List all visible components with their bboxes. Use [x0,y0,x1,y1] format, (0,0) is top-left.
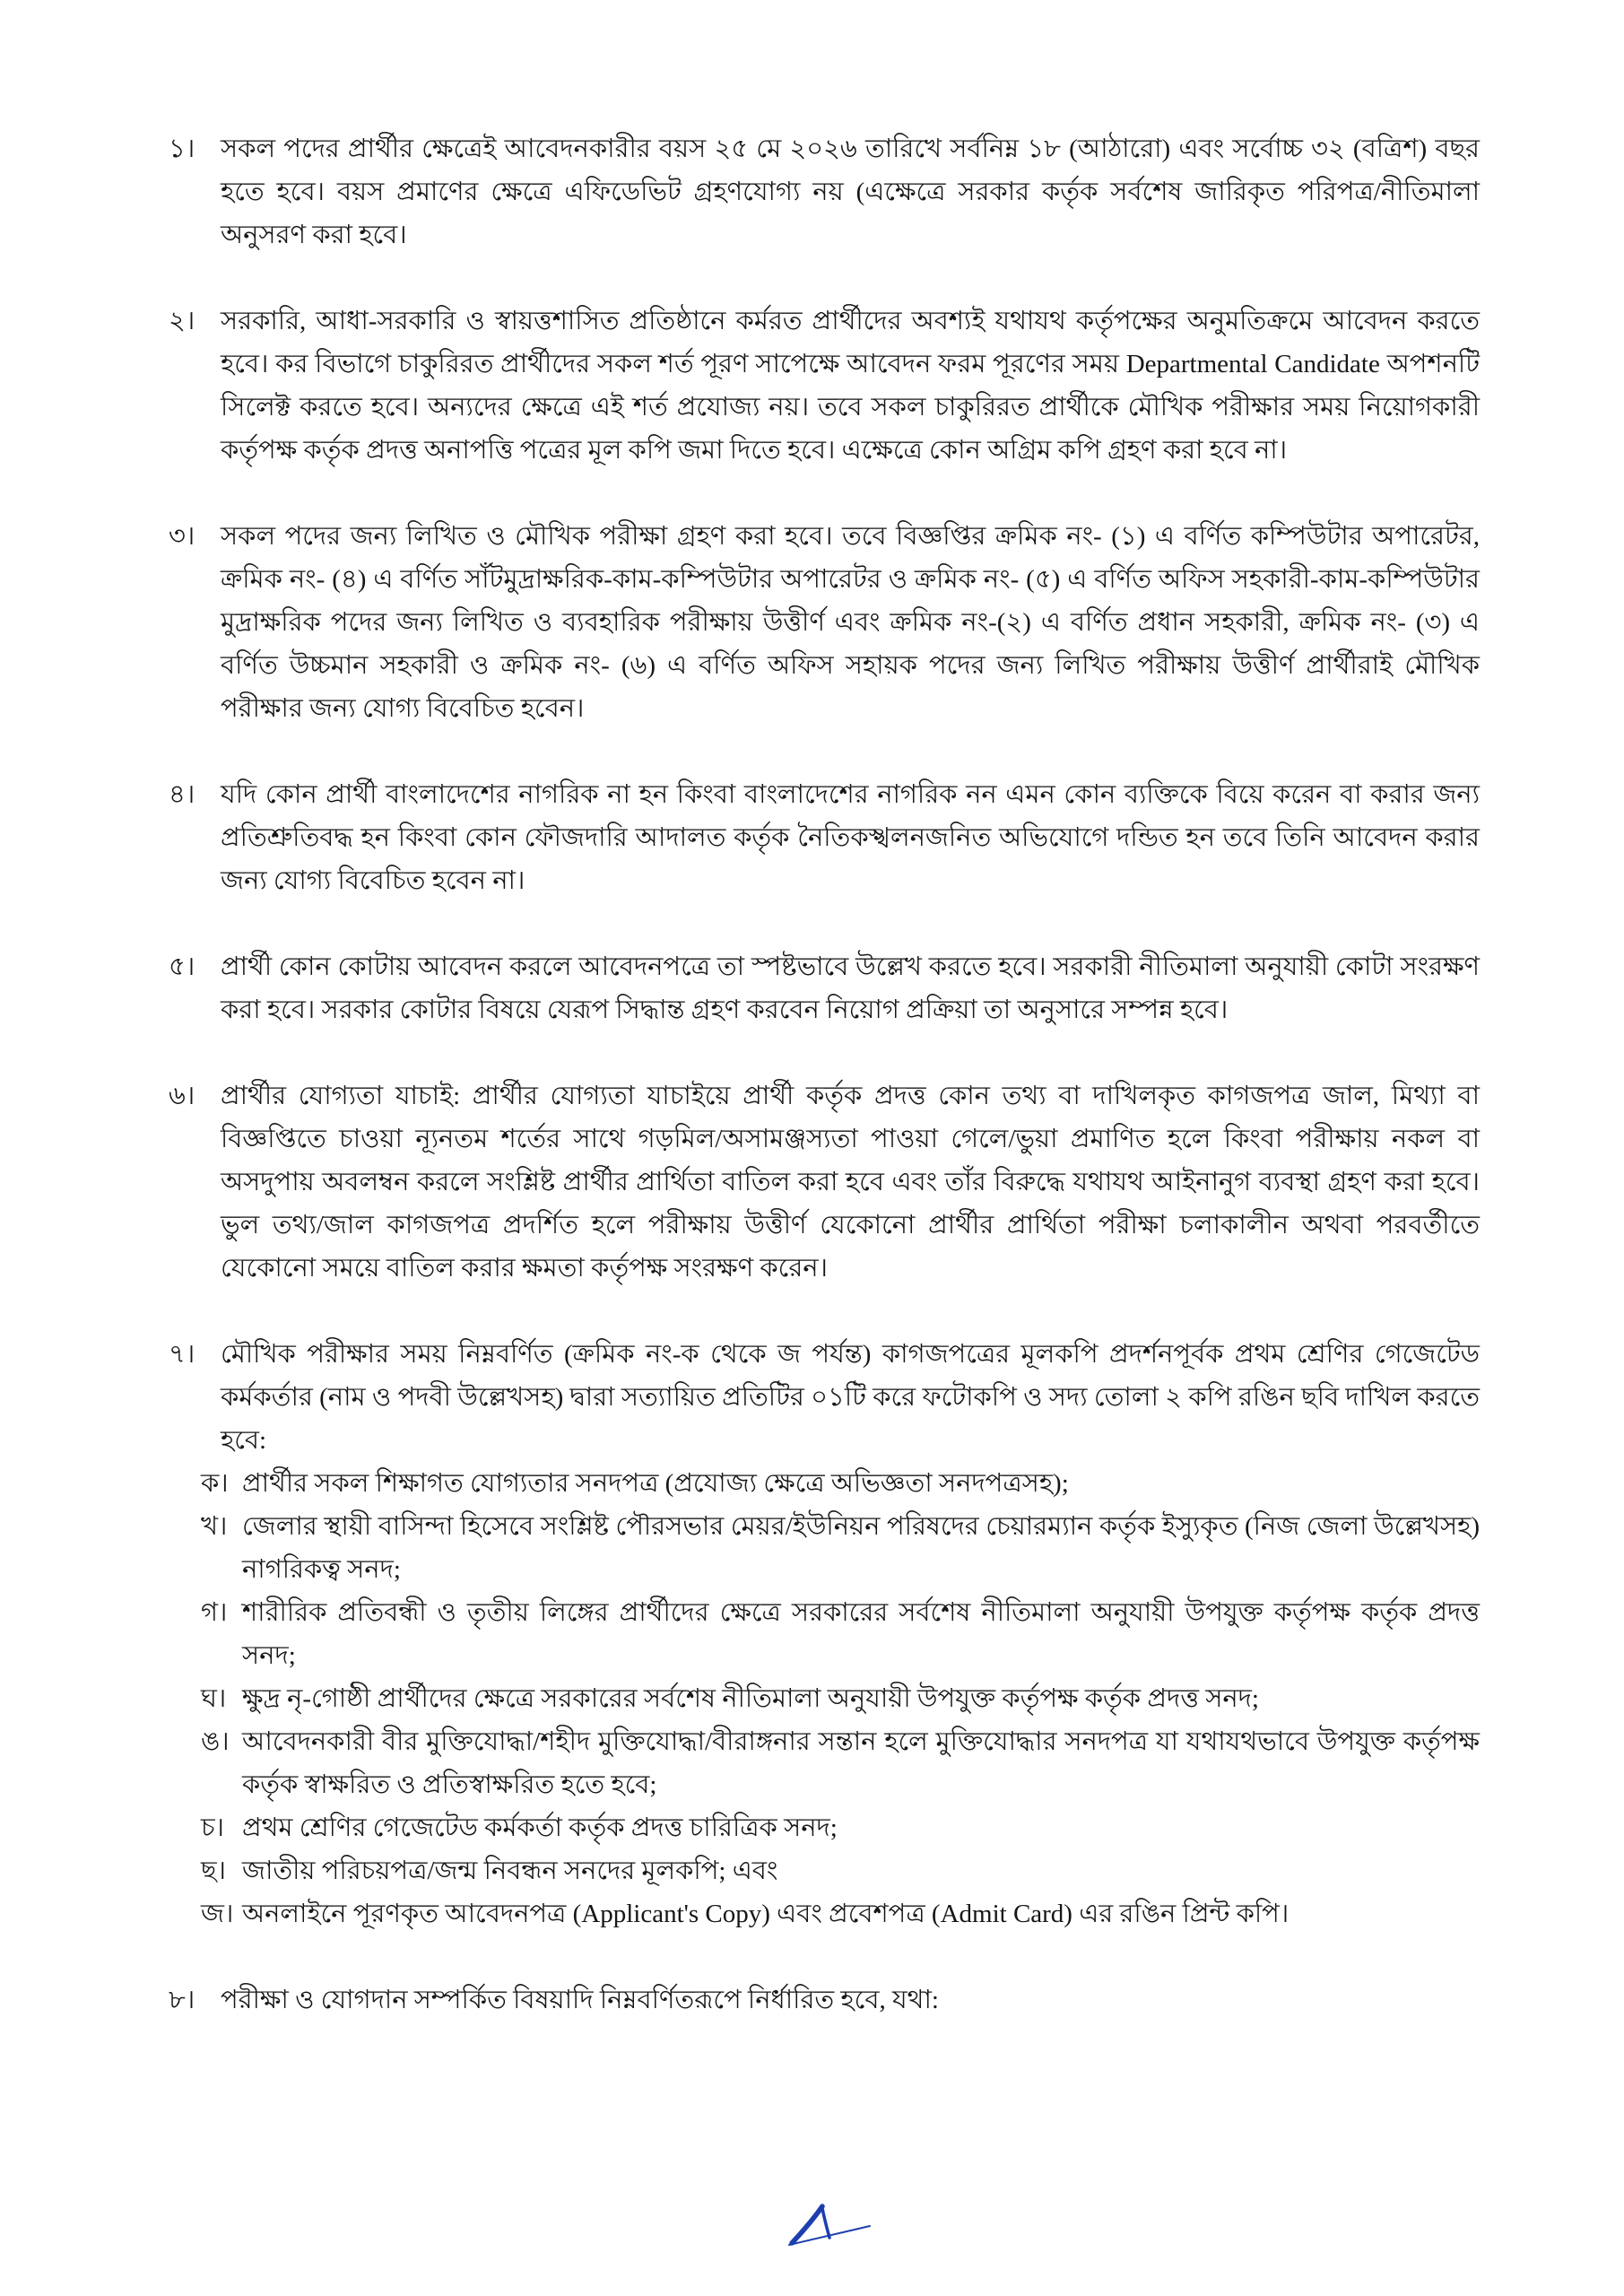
sub-item-chha [201,1849,1480,1892]
sub-item-uma [201,1720,1480,1806]
item-text: মৌখিক পরীক্ষার সময় নিম্নবর্ণিত (ক্রমিক নং-ক থেকে জ পর্যন্ত) কাগজপত্রের মূলকপি প্রদর্শনপূর্বক প্রথম শ্রেণির গেজেটেড কর্মকর্তার (নাম ও পদবী উল্লেখসহ) দ্বারা সত্যায়িত প্রতিটির ০১টি করে ফটোকপি ও সদ্য তোলা ২ কপি রঙিন ছবি দাখিল করতে হবে: [221,1340,1480,1455]
sub-item-number: ছ। [201,1857,226,1885]
list-item-7 [169,1333,1480,1935]
sub-item-text: অনলাইনে পূরণকৃত আবেদনপত্র (Applicant's Copy) এবং প্রবেশপত্র (Admit Card) এর রঙিন প্রিন্ট কপি। [242,1900,1290,1928]
sub-item-text: প্রথম শ্রেণির গেজেটেড কর্মকর্তা কর্তৃক প্রদত্ত চারিত্রিক সনদ; [242,1813,838,1842]
item-text: সকল পদের জন্য লিখিত ও মৌখিক পরীক্ষা গ্রহণ করা হবে। তবে বিজ্ঞপ্তির ক্রমিক নং- (১) এ বর্ণিত কম্পিউটার অপারেটর, ক্রমিক নং- (৪) এ বর্ণিত সাঁটমুদ্রাক্ষরিক-কাম-কম্পিউটার অপারেটর ও ক্রমিক নং- (৫) এ বর্ণিত অফিস সহকারী-কাম-কম্পিউটার মুদ্রাক্ষরিক পদের জন্য লিখিত ও ব্যবহারিক পরীক্ষায় উত্তীর্ণ এবং ক্রমিক নং-(২) এ বর্ণিত প্রধান সহকারী, ক্রমিক নং- (৩) এ বর্ণিত উচ্চমান সহকারী ও ক্রমিক নং- (৬) এ বর্ণিত অফিস সহায়ক পদের জন্য লিখিত পরীক্ষায় উত্তীর্ণ প্রার্থীরাই মৌখিক পরীক্ষার জন্য যোগ্য বিবেচিত হবেন। [221,522,1480,723]
sub-item-text: আবেদনকারী বীর মুক্তিযোদ্ধা/শহীদ মুক্তিযোদ্ধা/বীরাঙ্গনার সন্তান হলে মুক্তিযোদ্ধার সনদপত্র যা যথাযথভাবে উপযুক্ত কর্তৃপক্ষ কর্তৃক স্বাক্ষরিত ও প্রতিস্বাক্ষরিত হতে হবে; [242,1727,1480,1799]
sub-item-text: জাতীয় পরিচয়পত্র/জন্ম নিবন্ধন সনদের মূলকপি; এবং [242,1857,778,1885]
sub-item-ka [201,1462,1480,1505]
sub-item-number: ক। [201,1469,229,1498]
item-text: প্রার্থীর যোগ্যতা যাচাই: প্রার্থীর যোগ্যতা যাচাইয়ে প্রার্থী কর্তৃক প্রদত্ত কোন তথ্য বা দাখিলকৃত কাগজপত্র জাল, মিথ্যা বা বিজ্ঞপ্তিতে চাওয়া ন্যূনতম শর্তের সাথে গড়মিল/অসামঞ্জস্যতা পাওয়া গেলে/ভুয়া প্রমাণিত হলে কিংবা পরীক্ষায় নকল বা অসদুপায় অবলম্বন করলে সংশ্লিষ্ট প্রার্থীর প্রার্থিতা বাতিল করা হবে এবং তাঁর বিরুদ্ধে যথাযথ আইনানুগ ব্যবস্থা গ্রহণ করা হবে। ভুল তথ্য/জাল কাগজপত্র প্রদর্শিত হলে পরীক্ষায় উত্তীর্ণ যেকোনো প্রার্থীর প্রার্থিতা পরীক্ষা চলাকালীন অথবা পরবর্তীতে যেকোনো সময়ে বাতিল করার ক্ষমতা কর্তৃপক্ষ সংরক্ষণ করেন। [221,1082,1480,1283]
sub-item-text: প্রার্থীর সকল শিক্ষাগত যোগ্যতার সনদপত্র (প্রযোজ্য ক্ষেত্রে অভিজ্ঞতা সনদপত্রসহ); [242,1469,1069,1498]
item-text: সরকারি, আধা-সরকারি ও স্বায়ত্তশাসিত প্রতিষ্ঠানে কর্মরত প্রার্থীদের অবশ্যই যথাযথ কর্তৃপক্ষের অনুমতিক্রমে আবেদন করতে হবে। কর বিভাগে চাকুরিরত প্রার্থীদের সকল শর্ত পূরণ সাপেক্ষে আবেদন ফরম পূরণের সময় Departmental Candidate অপশনটি সিলেক্ট করতে হবে। অন্যদের ক্ষেত্রে এই শর্ত প্রযোজ্য নয়। তবে সকল চাকুরিরত প্রার্থীকে মৌখিক পরীক্ষার সময় নিয়োগকারী কর্তৃপক্ষ কর্তৃক প্রদত্ত অনাপত্তি পত্রের মূল কপি জমা দিতে হবে। এক্ষেত্রে কোন অগ্রিম কপি গ্রহণ করা হবে না। [221,307,1480,465]
item-number: ৭। [169,1340,195,1369]
sub-item-number: চ। [201,1813,225,1842]
sub-item-number: জ। [201,1900,234,1928]
sub-item-text: ক্ষুদ্র নৃ-গোষ্ঠী প্রার্থীদের ক্ষেত্রে সরকারের সর্বশেষ নীতিমালা অনুযায়ী উপযুক্ত কর্তৃপক্ষ কর্তৃক প্রদত্ত সনদ; [242,1684,1259,1713]
list-item-1 [169,127,1480,257]
sub-item-number: ঙ। [201,1727,230,1756]
sub-item-text: জেলার স্থায়ী বাসিন্দা হিসেবে সংশ্লিষ্ট পৌরসভার মেয়র/ইউনিয়ন পরিষদের চেয়ারম্যান কর্তৃক ইস্যুকৃত (নিজ জেলা উল্লেখসহ) নাগরিকত্ব সনদ; [242,1512,1480,1584]
sub-item-number: গ। [201,1598,228,1627]
list-item-7-intro [169,1333,1480,1462]
sub-item-text: শারীরিক প্রতিবন্ধী ও তৃতীয় লিঙ্গের প্রার্থীদের ক্ষেত্রে সরকারের সর্বশেষ নীতিমালা অনুযায়ী উপযুক্ত কর্তৃপক্ষ কর্তৃক প্রদত্ত সনদ; [242,1598,1480,1670]
item-text: পরীক্ষা ও যোগদান সম্পর্কিত বিষয়াদি নিম্নবর্ণিতরূপে নির্ধারিত হবে, যথা: [221,1986,939,2014]
list-item-5 [169,945,1480,1031]
sub-item-number: ঘ। [201,1684,227,1713]
sub-item-ja [201,1892,1480,1935]
item-number: ৬। [169,1082,195,1110]
list-item-8 [169,1979,1480,2022]
item-number: ৪। [169,780,195,809]
sub-list [169,1462,1480,1935]
sub-item-gha [201,1677,1480,1720]
list-item-6 [169,1074,1480,1290]
sub-item-cha [201,1806,1480,1849]
item-text: যদি কোন প্রার্থী বাংলাদেশের নাগরিক না হন কিংবা বাংলাদেশের নাগরিক নন এমন কোন ব্যক্তিকে বিয়ে করেন বা করার জন্য প্রতিশ্রুতিবদ্ধ হন কিংবা কোন ফৌজদারি আদালত কর্তৃক নৈতিকস্খলনজনিত অভিযোগে দন্ডিত হন তবে তিনি আবেদন করার জন্য যোগ্য বিবেচিত হবেন না। [221,780,1480,895]
item-number: ১। [169,135,195,163]
sub-item-kha [201,1505,1480,1591]
item-text: প্রার্থী কোন কোটায় আবেদন করলে আবেদনপত্রে তা স্পষ্টভাবে উল্লেখ করতে হবে। সরকারী নীতিমালা অনুযায়ী কোটা সংরক্ষণ করা হবে। সরকার কোটার বিষয়ে যেরূপ সিদ্ধান্ত গ্রহণ করবেন নিয়োগ প্রক্রিয়া তা অনুসারে সম্পন্ন হবে। [221,952,1480,1024]
item-number: ৫। [169,952,195,981]
item-number: ২। [169,307,195,335]
item-number: ৩। [169,522,195,551]
signature-mark [782,2202,881,2254]
item-number: ৮। [169,1986,195,2014]
sub-item-number: খ। [201,1512,228,1541]
list-item-2 [169,300,1480,472]
list-item-4 [169,773,1480,902]
list-item-3 [169,515,1480,730]
sub-item-ga [201,1591,1480,1677]
item-text: সকল পদের প্রার্থীর ক্ষেত্রেই আবেদনকারীর বয়স ২৫ মে ২০২৬ তারিখে সর্বনিম্ন ১৮ (আঠারো) এবং সর্বোচ্চ ৩২ (বত্রিশ) বছর হতে হবে। বয়স প্রমাণের ক্ষেত্রে এফিডেভিট গ্রহণযোগ্য নয় (এক্ষেত্রে সরকার কর্তৃক সর্বশেষ জারিকৃত পরিপত্র/নীতিমালা অনুসরণ করা হবে। [221,135,1480,249]
